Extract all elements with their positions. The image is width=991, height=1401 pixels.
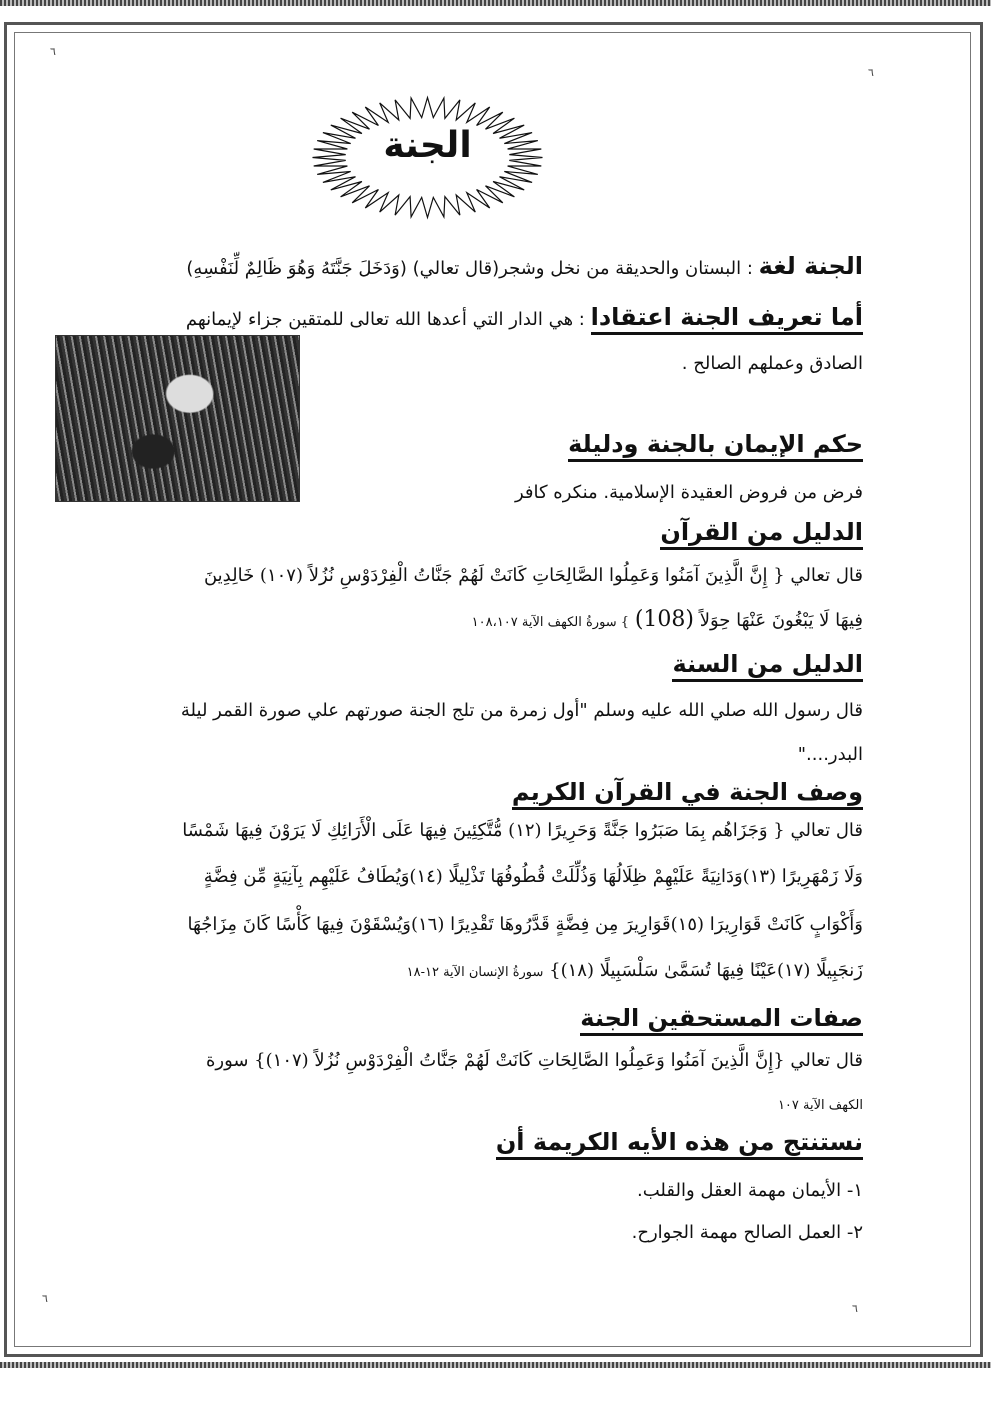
bottom-scan-edge [0,1362,991,1368]
section-title-sunna: الدليل من السنة [672,650,863,682]
definition-itiqad-label: أما تعريف الجنة اعتقادا [591,303,863,335]
wasf-line-1: قال تعالي { وَجَزَاهُم بِمَا صَبَرُوا جَنَّةً وَحَرِيرًا (١٢) مُّتَّكِئِينَ فِيهَا عَلَى الْأَرَائِكِ لَا يَرَوْنَ فِيهَا شَمْسًا [182,820,863,841]
page-number-top-right: ٦ [868,66,874,79]
wasf-line-3: وَأَكْوَابٍ كَانَتْ قَوَارِيرَا (١٥)قَوَارِيرَ مِن فِضَّةٍ قَدَّرُوهَا تَقْدِيرًا (١٦)وَيُسْقَوْنَ فِيهَا كَأْسًا كَانَ مِزَاجُهَا [187,914,863,935]
section-title-quran: الدليل من القرآن [660,518,863,550]
top-scan-edge [0,0,991,6]
definition-lugha-text: : البستان والحديقة من نخل وشجر(قال تعالي) (وَدَخَلَ جَنَّتَهُ وَهُوَ ظَالِمٌ لِّنَفْسِهِ) [186,258,753,279]
definition-lugha [186,252,863,280]
definition-itiqad [186,303,863,331]
quran-verse-reference: } سورةُ الكهف الآية ١٠٨،١٠٧ [471,615,630,630]
section-title-nastantij: نستنتج من هذه الأيه الكريمة أن [496,1128,863,1160]
sunna-line-1: قال رسول الله صلي الله عليه وسلم "أول زمرة من تلج الجنة صورتهم علي صورة القمر ليلة [180,700,863,721]
conclusion-item-2: ٢- العمل الصالح مهمة الجوارح. [631,1222,863,1243]
page-title: الجنة [383,125,472,166]
page-number-bottom-left: ٦ [42,1292,48,1305]
section-title-wasf: وصف الجنة في القرآن الكريم [512,778,863,810]
sunna-line-2: البدر...." [797,744,863,765]
mustahiq-line-2: الكهف الآية ١٠٧ [777,1098,863,1113]
page-number-bottom-right: ٦ [852,1302,858,1315]
page-number-top-left: ٦ [50,45,56,58]
definition-lugha-label: الجنة لغة [758,252,863,280]
wasf-line-4-text: زَنجَبِيلًا (١٧)عَيْنًا فِيهَا تُسَمَّىٰ سَلْسَبِيلًا (١٨)} [549,960,863,981]
section-title-hukm: حكم الإيمان بالجنة ودليلة [568,430,863,462]
quran-verse-line-2 [472,607,863,632]
wasf-reference: سورةُ الإنسان الآية ١٢-١٨ [406,965,544,980]
quran-verse-number: (108) [634,607,694,632]
quran-verse-text: فِيهَا لَا يَبْغُونَ عَنْهَا حِوَلاً [699,610,863,631]
mustahiq-line-1: قال تعالي {إِنَّ الَّذِينَ آمَنُوا وَعَمِلُوا الصَّالِحَاتِ كَانَتْ لَهُمْ جَنَّاتُ الْفِرْدَوْسِ نُزُلاً (١٠٧)} سورة [205,1050,863,1071]
conclusion-item-1: ١- الأيمان مهمة العقل والقلب. [637,1180,863,1201]
section-title-mustahiq: صفات المستحقين الجنة [580,1004,863,1036]
paradise-waterfall-photo [55,335,300,502]
wasf-line-2: وَلَا زَمْهَرِيرًا (١٣)وَدَانِيَةً عَلَيْهِمْ ظِلَالُهَا وَذُلِّلَتْ قُطُوفُهَا تَذْلِيلًا (١٤)وَيُطَافُ عَلَيْهِم بِآنِيَةٍ مِّن فِضَّةٍ [203,866,863,887]
hukm-text: فرض من فروض العقيدة الإسلامية. منكره كافر [514,482,863,503]
wasf-line-4 [407,960,863,981]
definition-itiqad-text: : هي الدار التي أعدها الله تعالى للمتقين جزاء لإيمانهم [185,309,585,330]
definition-itiqad-continuation: الصادق وعملهم الصالح . [681,353,863,374]
quran-verse-line-1: قال تعالي { إِنَّ الَّذِينَ آمَنُوا وَعَمِلُوا الصَّالِحَاتِ كَانَتْ لَهُمْ جَنَّاتُ الْفِرْدَوْسِ نُزُلاً (١٠٧) خَالِدِينَ [203,565,863,586]
